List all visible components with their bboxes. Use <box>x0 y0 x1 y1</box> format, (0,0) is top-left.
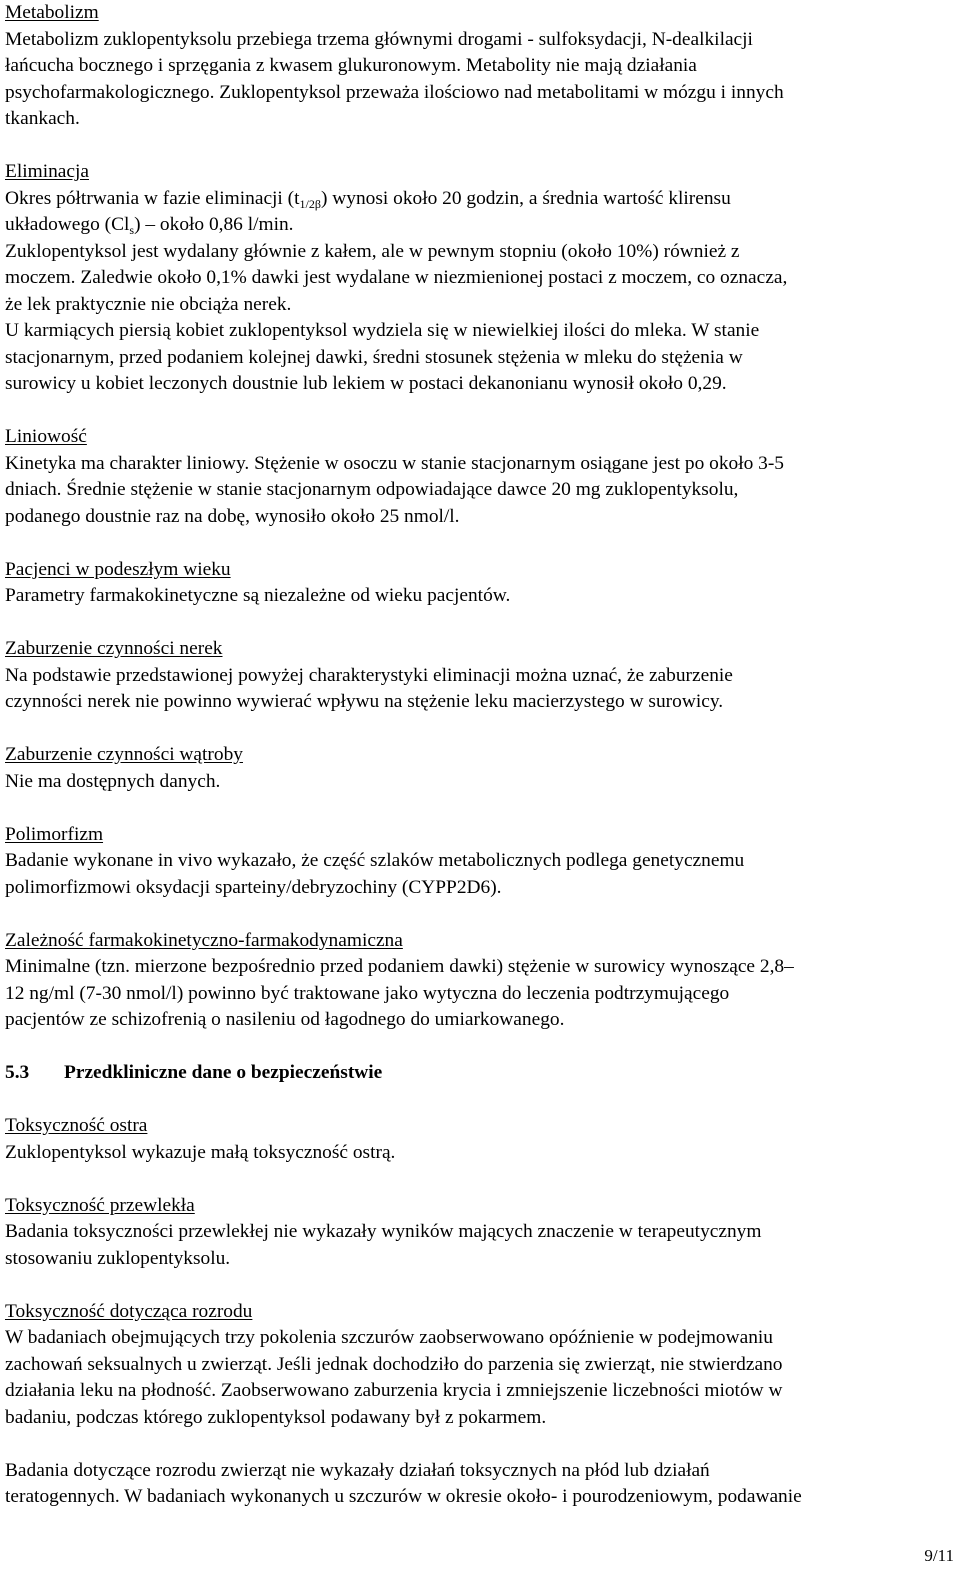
heading-eliminacja: Eliminacja <box>5 161 89 182</box>
section-polimorfizm <box>5 822 945 902</box>
section-number: 5.3 <box>5 1062 30 1083</box>
paragraph-line: że lek praktycznie nie obciąża nerek. <box>5 293 292 315</box>
section-metabolizm <box>5 0 945 133</box>
text-fragment: Okres półtrwania w fazie eliminacji (t <box>5 187 300 209</box>
paragraph-line: Badania dotyczące rozrodu zwierząt nie wykazały działań toksycznych na płód lub działań <box>5 1459 710 1481</box>
paragraph-line: czynności nerek nie powinno wywierać wpływu na stężenie leku macierzystego w surowicy. <box>5 691 724 712</box>
page-number: 9/11 <box>924 1546 954 1565</box>
paragraph-line: Metabolizm zuklopentyksolu przebiega trzema głównymi drogami - sulfoksydacji, N-dealkilacji <box>5 28 753 50</box>
subscript: s <box>129 223 135 237</box>
text-fragment: układowego (Cl <box>5 214 130 235</box>
section-watroba <box>5 742 945 795</box>
heading-pacjenci: Pacjenci w podeszłym wieku <box>5 558 231 580</box>
paragraph-line: stacjonarnym, przed podaniem kolejnej dawki, średni stosunek stężenia w mleku do stężenia w <box>5 346 743 368</box>
section-toksycznosc-przewlekla <box>5 1193 945 1273</box>
paragraph-line: Na podstawie przedstawionej powyżej charakterystyki eliminacji można uznać, że zaburzenie <box>5 664 733 686</box>
section-pacjenci <box>5 557 945 610</box>
text-fragment: ) wynosi około 20 godzin, a średnia wartość klirensu <box>320 187 731 209</box>
paragraph-line: 12 ng/ml (7-30 nmol/l) powinno być traktowane jako wytyczna do leczenia podtrzymującego <box>5 982 730 1004</box>
paragraph-line: U karmiących piersią kobiet zuklopentyksol wydziela się w niewielkiej ilości do mleka. W stanie <box>5 320 760 341</box>
paragraph-line: psychofarmakologicznego. Zuklopentyksol przeważa ilościowo nad metabolitami w mózgu i innych <box>5 81 784 103</box>
section-zaleznosc <box>5 928 945 1034</box>
heading-polimorfizm: Polimorfizm <box>5 823 104 845</box>
paragraph-line: Zuklopentyksol jest wydalany głównie z kałem, ale w pewnym stopniu (około 10%) również z <box>5 240 740 262</box>
heading-liniowosc: Liniowość <box>5 426 87 447</box>
paragraph-line: moczem. Zaledwie około 0,1% dawki jest wydalane w niezmienionej postaci z moczem, co oznacza, <box>5 267 788 288</box>
section-heading-5-3 <box>5 1060 945 1087</box>
section-toksycznosc-ostra <box>5 1113 945 1166</box>
paragraph-line: dniach. Średnie stężenie w stanie stacjonarnym odpowiadające dawce 20 mg zuklopentyksolu, <box>5 479 739 500</box>
paragraph-line: teratogennych. W badaniach wykonanych u szczurów w okresie około- i pourodzeniowym, podawanie <box>5 1486 802 1507</box>
paragraph-line: pacjentów ze schizofrenią o nasileniu od łagodnego do umiarkowanego. <box>5 1009 565 1030</box>
paragraph-line: Parametry farmakokinetyczne są niezależne od wieku pacjentów. <box>5 585 511 606</box>
paragraph-line: Badania toksyczności przewlekłej nie wykazały wyników mających znaczenie w terapeutycznym <box>5 1221 762 1242</box>
paragraph-line: Minimalne (tzn. mierzone bezpośrednio przed podaniem dawki) stężenie w surowicy wynoszące 2,8– <box>5 956 794 977</box>
paragraph-line: stosowaniu zuklopentyksolu. <box>5 1247 231 1269</box>
paragraph-line-half-life <box>5 186 945 213</box>
section-nerki <box>5 636 945 716</box>
section-badania-rozrodu <box>5 1458 945 1511</box>
heading-nerki: Zaburzenie czynności nerek <box>5 638 223 659</box>
paragraph-line: W badaniach obejmujących trzy pokolenia szczurów zaobserwowano opóźnienie w podejmowaniu <box>5 1327 773 1348</box>
text-fragment: ) – około 0,86 l/min. <box>134 214 294 235</box>
heading-metabolizm: Metabolizm <box>5 2 99 23</box>
paragraph-line: polimorfizmowi oksydacji sparteiny/debryzochiny (CYPP2D6). <box>5 876 502 898</box>
heading-toksycznosc-ostra: Toksyczność ostra <box>5 1115 148 1136</box>
section-toksycznosc-rozrodu <box>5 1299 945 1432</box>
paragraph-line: zachowań seksualnych u zwierząt. Jeśli jednak dochodziło do parzenia się zwierząt, nie stwierdzano <box>5 1353 783 1375</box>
paragraph-line: Kinetyka ma charakter liniowy. Stężenie w osoczu w stanie stacjonarnym osiągane jest po około 3-5 <box>5 452 784 474</box>
paragraph-line: tkankach. <box>5 108 80 129</box>
section-eliminacja <box>5 159 945 398</box>
paragraph-line: badaniu, podczas którego zuklopentyksol podawany był z pokarmem. <box>5 1406 547 1428</box>
subscript: 1/2β <box>299 196 321 211</box>
paragraph-line-clearance <box>5 212 945 239</box>
paragraph-line: surowicy u kobiet leczonych doustnie lub lekiem w postaci dekanonianu wynosił około 0,29. <box>5 373 727 394</box>
paragraph-line: łańcucha bocznego i sprzęgania z kwasem glukuronowym. Metabolity nie mają działania <box>5 55 697 76</box>
paragraph-line: podanego doustnie raz na dobę, wynosiło około 25 nmol/l. <box>5 505 460 527</box>
heading-toksycznosc-przewlekla: Toksyczność przewlekła <box>5 1194 195 1216</box>
heading-watroba: Zaburzenie czynności wątroby <box>5 744 243 765</box>
heading-zaleznosc: Zależność farmakokinetyczno-farmakodynamiczna <box>5 929 403 951</box>
paragraph-line: działania leku na płodność. Zaobserwowano zaburzenia krycia i zmniejszenie liczebności miotów w <box>5 1380 783 1401</box>
paragraph-line: Badanie wykonane in vivo wykazało, że część szlaków metabolicznych podlega genetycznemu <box>5 850 745 871</box>
section-title: Przedkliniczne dane o bezpieczeństwie <box>64 1062 383 1083</box>
heading-toksycznosc-rozrodu: Toksyczność dotycząca rozrodu <box>5 1300 253 1322</box>
paragraph-line: Zuklopentyksol wykazuje małą toksyczność ostrą. <box>5 1141 396 1163</box>
paragraph-line: Nie ma dostępnych danych. <box>5 770 221 792</box>
section-liniowosc <box>5 424 945 530</box>
document-content <box>5 0 945 1537</box>
